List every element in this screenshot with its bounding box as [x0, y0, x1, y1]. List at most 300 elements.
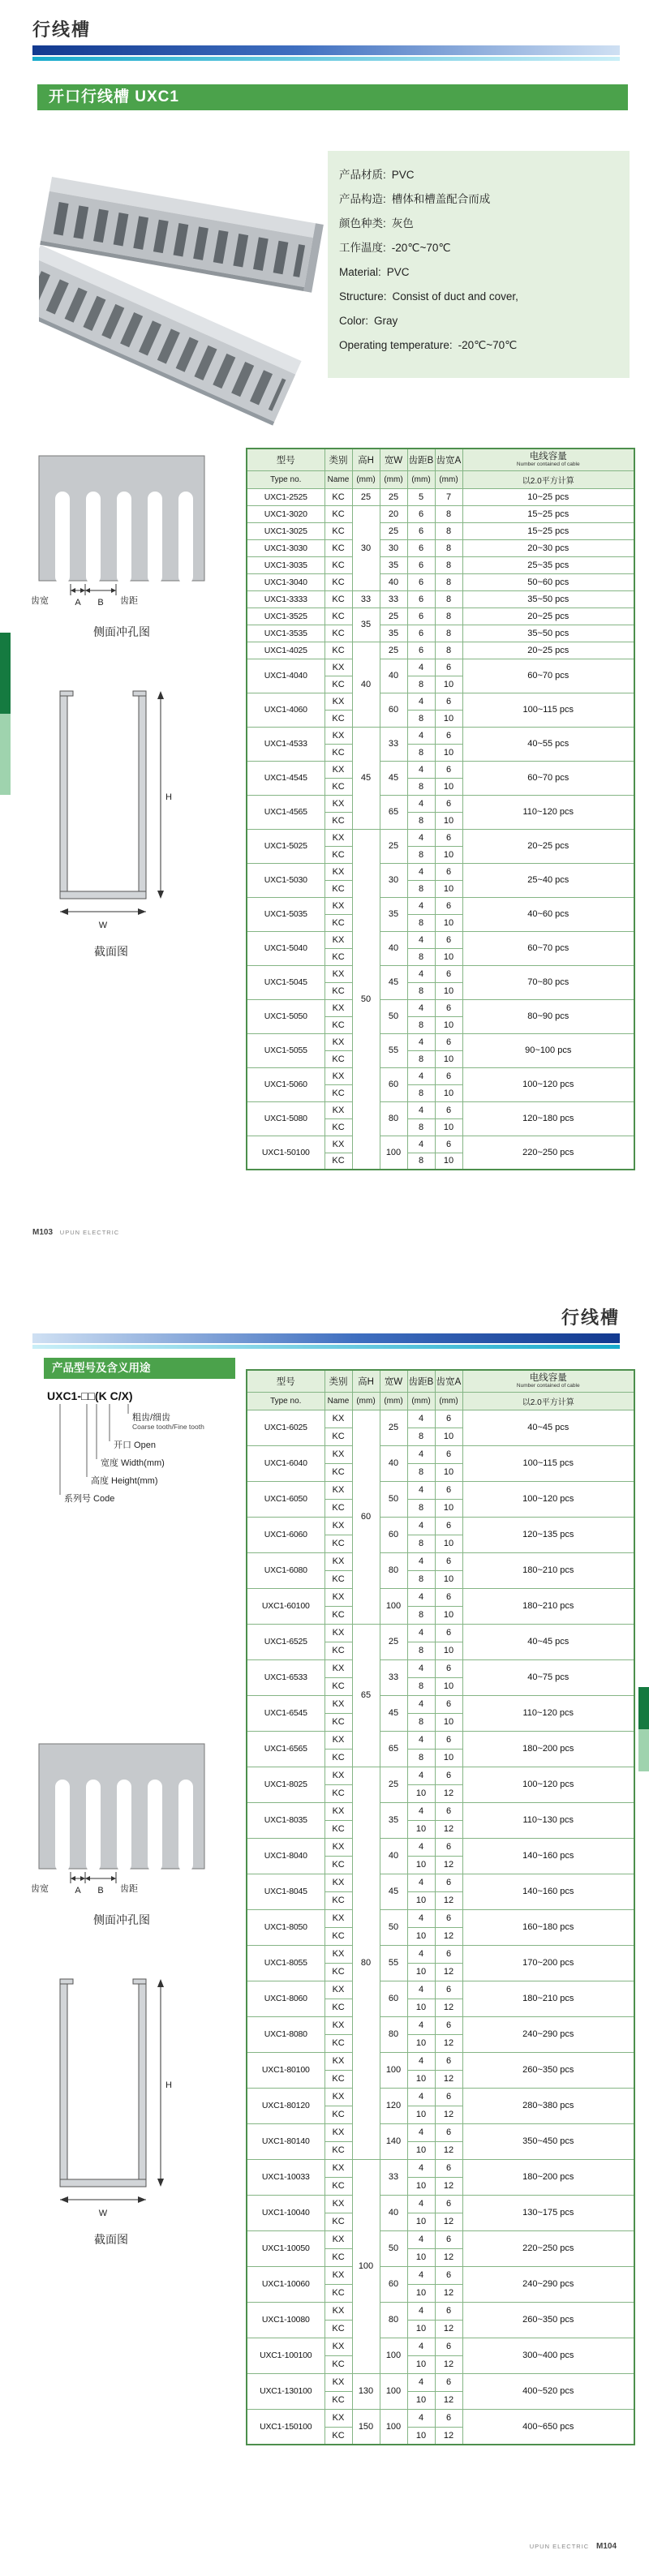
cell-cc: 280~380 pcs	[462, 2088, 634, 2123]
cell-cn1: KC	[324, 488, 352, 505]
cell-cn1: KX	[324, 965, 352, 982]
spec-row	[247, 965, 634, 982]
spec-row	[247, 1945, 634, 1963]
cell-ca: 12	[435, 2355, 462, 2373]
cell-cb: 4	[407, 1731, 435, 1749]
cell-cn1: KX	[324, 2266, 352, 2284]
cell-ca: 6	[435, 2409, 462, 2427]
cell-cb: 6	[407, 608, 435, 625]
cell-cm: UXC1-5050	[247, 999, 324, 1033]
cell-cw: 100	[380, 1588, 407, 1624]
cell-ca: 10	[435, 1463, 462, 1481]
cell-cm: UXC1-3525	[247, 608, 324, 625]
info-value: Gray	[374, 315, 398, 327]
cell-cb: 4	[407, 1945, 435, 1963]
cell-cw: 100	[380, 2052, 407, 2088]
cell-ca: 10	[435, 948, 462, 965]
edge-tab-dark	[0, 633, 11, 714]
cell-cm: UXC1-130100	[247, 2373, 324, 2409]
cell-ca: 12	[435, 2427, 462, 2445]
cell-cc: 400~520 pcs	[462, 2373, 634, 2409]
decorative-header-bars	[32, 45, 620, 61]
cell-ca: 10	[435, 812, 462, 829]
th-capacity-note: 以2.0平方计算	[462, 470, 634, 488]
cell-cm: UXC1-10033	[247, 2159, 324, 2195]
spec-row	[247, 727, 634, 744]
cell-cb: 10	[407, 1820, 435, 1838]
spec-row	[247, 1802, 634, 1820]
edge-tab-right	[638, 1687, 649, 1771]
spec-table-page1	[246, 448, 635, 1170]
cell-ca: 6	[435, 795, 462, 812]
spec-row	[247, 999, 634, 1016]
cell-cb: 4	[407, 2123, 435, 2141]
cell-cm: UXC1-80140	[247, 2123, 324, 2159]
cell-cc: 100~120 pcs	[462, 1067, 634, 1101]
cell-ca: 6	[435, 2230, 462, 2248]
cell-cw: 45	[380, 1695, 407, 1731]
cell-cb: 8	[407, 1016, 435, 1033]
cell-cc: 110~120 pcs	[462, 795, 634, 829]
cell-cm: UXC1-2525	[247, 488, 324, 505]
cell-ch: 150	[352, 2409, 380, 2445]
th-capacity-cn: 电线容量	[529, 451, 567, 462]
cell-cn1: KX	[324, 1067, 352, 1084]
spec-row	[247, 931, 634, 948]
cell-cc: 40~60 pcs	[462, 897, 634, 931]
cell-cc: 100~120 pcs	[462, 1767, 634, 1802]
cell-cb: 8	[407, 1118, 435, 1136]
cell-cn1: KC	[324, 539, 352, 556]
cell-cb: 4	[407, 1802, 435, 1820]
cell-cw: 45	[380, 965, 407, 999]
cell-cn1: KC	[324, 590, 352, 608]
cell-cn1: KC	[324, 812, 352, 829]
code-label-tooth-en: Coarse tooth/Fine tooth	[132, 1423, 204, 1431]
tooth-pitch-label: 齿距	[120, 1884, 138, 1894]
cell-ca: 6	[435, 999, 462, 1016]
teal-gradient-bar	[32, 57, 620, 61]
cell-cw: 100	[380, 2338, 407, 2373]
cell-cc: 180~210 pcs	[462, 1981, 634, 2016]
cell-cb: 6	[407, 642, 435, 659]
cell-cb: 6	[407, 539, 435, 556]
cell-cc: 110~120 pcs	[462, 1695, 634, 1731]
cell-cn1: KC	[324, 1016, 352, 1033]
cell-cm: UXC1-6040	[247, 1445, 324, 1481]
cell-cn1: KC	[324, 1749, 352, 1767]
cell-cc: 35~50 pcs	[462, 590, 634, 608]
cell-cn1: KX	[324, 2195, 352, 2213]
cell-cn1: KC	[324, 1606, 352, 1624]
cell-cm: UXC1-3025	[247, 522, 324, 539]
page-code: M103	[32, 1228, 54, 1237]
cross-section-diagram	[42, 680, 180, 960]
cell-ca: 10	[435, 778, 462, 795]
cell-cc: 240~290 pcs	[462, 2016, 634, 2052]
cell-cc: 110~130 pcs	[462, 1802, 634, 1838]
spec-row	[247, 1410, 634, 1428]
cell-ca: 12	[435, 1784, 462, 1802]
cell-cn1: KC	[324, 2177, 352, 2195]
cell-cb: 10	[407, 2034, 435, 2052]
cell-cn1: KX	[324, 2016, 352, 2034]
cell-cc: 300~400 pcs	[462, 2338, 634, 2373]
cell-cw: 60	[380, 1067, 407, 1101]
section-diagram-caption: 截面图	[94, 2233, 128, 2246]
cell-cn1: KC	[324, 1084, 352, 1101]
cell-ca: 12	[435, 2284, 462, 2302]
cell-ca: 10	[435, 1016, 462, 1033]
cell-cc: 120~135 pcs	[462, 1517, 634, 1552]
model-code-diagram	[44, 1387, 247, 1529]
cell-cn1: KX	[324, 1136, 352, 1153]
cell-cb: 4	[407, 1517, 435, 1535]
cell-cb: 8	[407, 948, 435, 965]
cell-cc: 400~650 pcs	[462, 2409, 634, 2445]
cell-ch: 130	[352, 2373, 380, 2409]
cell-ca: 6	[435, 2302, 462, 2320]
code-label-open: 开口 Open	[114, 1440, 156, 1450]
cell-cn1: KX	[324, 1517, 352, 1535]
edge-tab-left	[0, 633, 11, 795]
cell-cb: 5	[407, 488, 435, 505]
cell-cc: 160~180 pcs	[462, 1909, 634, 1945]
cell-ca: 10	[435, 676, 462, 693]
cell-cb: 8	[407, 846, 435, 863]
cell-cw: 33	[380, 727, 407, 761]
cell-cm: UXC1-8045	[247, 1874, 324, 1909]
cell-ca: 6	[435, 693, 462, 710]
cell-cc: 180~210 pcs	[462, 1588, 634, 1624]
edge-tab-dark	[638, 1687, 649, 1729]
cell-ca: 10	[435, 1749, 462, 1767]
spec-row	[247, 1767, 634, 1784]
cell-ca: 10	[435, 982, 462, 999]
cell-cb: 4	[407, 2088, 435, 2106]
cell-cm: UXC1-3040	[247, 573, 324, 590]
cell-cn1: KC	[324, 1463, 352, 1481]
cell-ca: 12	[435, 2070, 462, 2088]
cell-ca: 6	[435, 2266, 462, 2284]
spec-row	[247, 608, 634, 625]
spec-row	[247, 539, 634, 556]
cell-cn1: KC	[324, 1428, 352, 1445]
cell-cb: 4	[407, 829, 435, 846]
spec-row	[247, 1731, 634, 1749]
th-name-en: Name	[324, 470, 352, 488]
cell-cc: 90~100 pcs	[462, 1033, 634, 1067]
cell-ch: 65	[352, 1624, 380, 1767]
cell-ca: 12	[435, 1963, 462, 1981]
spec-row	[247, 1981, 634, 1999]
cell-ca: 10	[435, 1499, 462, 1517]
blue-gradient-bar	[32, 45, 620, 55]
cell-ca: 10	[435, 710, 462, 727]
cell-cb: 10	[407, 2355, 435, 2373]
cell-ca: 6	[435, 2088, 462, 2106]
spec-row	[247, 2123, 634, 2141]
cell-cc: 10~25 pcs	[462, 488, 634, 505]
cell-cn1: KX	[324, 1731, 352, 1749]
cell-cb: 10	[407, 2391, 435, 2409]
spec-row	[247, 1552, 634, 1570]
cell-cb: 4	[407, 2230, 435, 2248]
cell-cn1: KC	[324, 1642, 352, 1659]
cell-ca: 6	[435, 2338, 462, 2355]
cell-cn1: KX	[324, 999, 352, 1016]
cell-cb: 4	[407, 897, 435, 914]
cell-cm: UXC1-5080	[247, 1101, 324, 1136]
cell-cn1: KC	[324, 1570, 352, 1588]
th-width: 宽W	[380, 1370, 407, 1392]
cell-cm: UXC1-80100	[247, 2052, 324, 2088]
cell-cb: 8	[407, 812, 435, 829]
cell-cw: 60	[380, 693, 407, 727]
th-capacity-note: 以2.0平方计算	[462, 1392, 634, 1410]
cell-cb: 8	[407, 982, 435, 999]
cell-cm: UXC1-3333	[247, 590, 324, 608]
cell-cm: UXC1-4060	[247, 693, 324, 727]
cell-cb: 4	[407, 1588, 435, 1606]
cell-cm: UXC1-10060	[247, 2266, 324, 2302]
cell-ch: 100	[352, 2159, 380, 2373]
cell-ca: 10	[435, 1606, 462, 1624]
spec-row	[247, 897, 634, 914]
cell-cb: 6	[407, 590, 435, 608]
cell-cb: 4	[407, 2409, 435, 2427]
th-tooth: 齿宽A	[435, 449, 462, 470]
th-height: 高H	[352, 449, 380, 470]
cell-ca: 8	[435, 608, 462, 625]
cell-cn1: KC	[324, 676, 352, 693]
cell-ca: 10	[435, 744, 462, 761]
cell-ch: 40	[352, 642, 380, 727]
cell-cn1: KX	[324, 1588, 352, 1606]
cell-cw: 100	[380, 1136, 407, 1170]
cell-cn1: KC	[324, 2284, 352, 2302]
spec-row	[247, 573, 634, 590]
cell-cm: UXC1-10040	[247, 2195, 324, 2230]
cell-cc: 20~25 pcs	[462, 829, 634, 863]
cell-ca: 12	[435, 2141, 462, 2159]
cell-cn1: KC	[324, 1963, 352, 1981]
cell-cn1: KX	[324, 2409, 352, 2427]
cell-ca: 6	[435, 2373, 462, 2391]
spec-row	[247, 642, 634, 659]
cell-cn1: KC	[324, 522, 352, 539]
info-value: 槽体和槽盖配合而成	[391, 193, 491, 205]
cell-cn1: KC	[324, 2427, 352, 2445]
cell-ca: 6	[435, 1481, 462, 1499]
info-label: Color:	[339, 315, 369, 327]
cell-ca: 10	[435, 914, 462, 931]
cell-cn1: KX	[324, 2123, 352, 2141]
cell-cw: 25	[380, 608, 407, 625]
cell-cw: 50	[380, 2230, 407, 2266]
cell-cw: 25	[380, 522, 407, 539]
cell-cn1: KX	[324, 659, 352, 676]
cell-ca: 12	[435, 1820, 462, 1838]
cell-cn1: KC	[324, 1856, 352, 1874]
spec-row	[247, 1067, 634, 1084]
cell-ch: 60	[352, 1410, 380, 1624]
cell-cm: UXC1-4565	[247, 795, 324, 829]
cell-cb: 10	[407, 1999, 435, 2016]
cell-cw: 30	[380, 539, 407, 556]
cell-cb: 4	[407, 1445, 435, 1463]
tooth-pitch-label: 齿距	[120, 596, 138, 606]
cell-ca: 8	[435, 556, 462, 573]
cell-cm: UXC1-6525	[247, 1624, 324, 1659]
spec-row	[247, 829, 634, 846]
cell-cw: 33	[380, 590, 407, 608]
cell-ca: 10	[435, 1642, 462, 1659]
cell-cc: 15~25 pcs	[462, 522, 634, 539]
th-mm: (mm)	[407, 470, 435, 488]
spec-row	[247, 590, 634, 608]
dim-a-label: A	[75, 598, 81, 608]
cell-ca: 6	[435, 965, 462, 982]
cell-cb: 10	[407, 2177, 435, 2195]
spec-row	[247, 1136, 634, 1153]
model-meaning-title: 产品型号及含义用途	[44, 1358, 235, 1379]
cell-cw: 33	[380, 1659, 407, 1695]
spec-row	[247, 1101, 634, 1118]
cell-cb: 10	[407, 2070, 435, 2088]
cell-cc: 60~70 pcs	[462, 659, 634, 693]
cell-cb: 4	[407, 2338, 435, 2355]
cell-cn1: KX	[324, 1838, 352, 1856]
cell-cw: 120	[380, 2088, 407, 2123]
cell-cm: UXC1-6545	[247, 1695, 324, 1731]
cell-cm: UXC1-6050	[247, 1481, 324, 1517]
teal-gradient-bar	[32, 1345, 620, 1349]
cell-ca: 8	[435, 625, 462, 642]
th-model: 型号	[247, 1370, 324, 1392]
cell-cw: 80	[380, 1101, 407, 1136]
cell-cc: 180~200 pcs	[462, 2159, 634, 2195]
info-value: PVC	[386, 266, 410, 278]
cell-cb: 4	[407, 1767, 435, 1784]
info-value: 灰色	[391, 217, 414, 230]
cell-cm: UXC1-3030	[247, 539, 324, 556]
cell-ca: 6	[435, 2159, 462, 2177]
cell-cc: 100~115 pcs	[462, 1445, 634, 1481]
cell-cm: UXC1-8040	[247, 1838, 324, 1874]
cell-cb: 4	[407, 2159, 435, 2177]
cell-cc: 15~25 pcs	[462, 505, 634, 522]
cell-cb: 10	[407, 2320, 435, 2338]
cell-ca: 6	[435, 1838, 462, 1856]
cell-cm: UXC1-6565	[247, 1731, 324, 1767]
cell-cw: 40	[380, 1838, 407, 1874]
cell-cc: 20~30 pcs	[462, 539, 634, 556]
spec-row	[247, 2409, 634, 2427]
cell-cb: 6	[407, 625, 435, 642]
cell-cb: 4	[407, 1410, 435, 1428]
cell-cc: 350~450 pcs	[462, 2123, 634, 2159]
cell-cm: UXC1-5025	[247, 829, 324, 863]
cell-cb: 4	[407, 1838, 435, 1856]
cell-cb: 6	[407, 556, 435, 573]
cell-cb: 4	[407, 2052, 435, 2070]
cell-ca: 12	[435, 1999, 462, 2016]
cell-cn1: KX	[324, 2373, 352, 2391]
spec-row	[247, 488, 634, 505]
cell-cw: 45	[380, 1874, 407, 1909]
th-capacity-en: Number contained of cable	[516, 461, 580, 467]
cell-cc: 100~115 pcs	[462, 693, 634, 727]
cell-cw: 35	[380, 625, 407, 642]
th-mm: (mm)	[380, 470, 407, 488]
product-info-panel	[328, 151, 630, 378]
cell-cn1: KC	[324, 2213, 352, 2230]
cell-ca: 12	[435, 1856, 462, 1874]
cell-ch: 50	[352, 829, 380, 1170]
cell-cm: UXC1-6060	[247, 1517, 324, 1552]
spec-row	[247, 2016, 634, 2034]
spec-row	[247, 1517, 634, 1535]
cell-cw: 20	[380, 505, 407, 522]
th-model: 型号	[247, 449, 324, 470]
edge-tab-light	[638, 1729, 649, 1771]
cell-ca: 6	[435, 1731, 462, 1749]
cell-ca: 6	[435, 1695, 462, 1713]
cell-cw: 45	[380, 761, 407, 795]
cell-cc: 25~40 pcs	[462, 863, 634, 897]
cell-ca: 6	[435, 1945, 462, 1963]
dim-b-label: B	[97, 598, 104, 608]
cell-cw: 80	[380, 2302, 407, 2338]
spec-row	[247, 863, 634, 880]
cell-cc: 260~350 pcs	[462, 2052, 634, 2088]
cell-cb: 4	[407, 1136, 435, 1153]
th-mm: (mm)	[435, 1392, 462, 1410]
cell-cn1: KX	[324, 863, 352, 880]
cell-ca: 6	[435, 1981, 462, 1999]
side-profile-diagram	[28, 1737, 216, 1935]
cell-cb: 4	[407, 727, 435, 744]
catalog-page-2	[0, 1288, 649, 2576]
cell-cn1: KX	[324, 1445, 352, 1463]
cell-ca: 6	[435, 1874, 462, 1891]
th-mm: (mm)	[352, 470, 380, 488]
cell-cn1: KX	[324, 2338, 352, 2355]
cell-cb: 4	[407, 761, 435, 778]
cell-cc: 20~25 pcs	[462, 642, 634, 659]
cell-cn1: KC	[324, 914, 352, 931]
cell-cn1: KC	[324, 2248, 352, 2266]
cell-ca: 6	[435, 1552, 462, 1570]
cell-cw: 25	[380, 829, 407, 863]
spec-row	[247, 2088, 634, 2106]
section-title: 开口行线槽 UXC1	[37, 84, 628, 110]
cell-cn1: KC	[324, 2070, 352, 2088]
cell-cc: 20~25 pcs	[462, 608, 634, 625]
side-profile-diagram	[28, 449, 216, 647]
cell-cn1: KC	[324, 2391, 352, 2409]
spec-row	[247, 2373, 634, 2391]
cell-cm: UXC1-3535	[247, 625, 324, 642]
cell-cn1: KC	[324, 642, 352, 659]
cell-ca: 10	[435, 1050, 462, 1067]
th-model-en: Type no.	[247, 470, 324, 488]
info-label: 产品材质:	[339, 169, 386, 181]
cell-cc: 40~75 pcs	[462, 1659, 634, 1695]
cell-cw: 35	[380, 556, 407, 573]
cell-cb: 4	[407, 1909, 435, 1927]
